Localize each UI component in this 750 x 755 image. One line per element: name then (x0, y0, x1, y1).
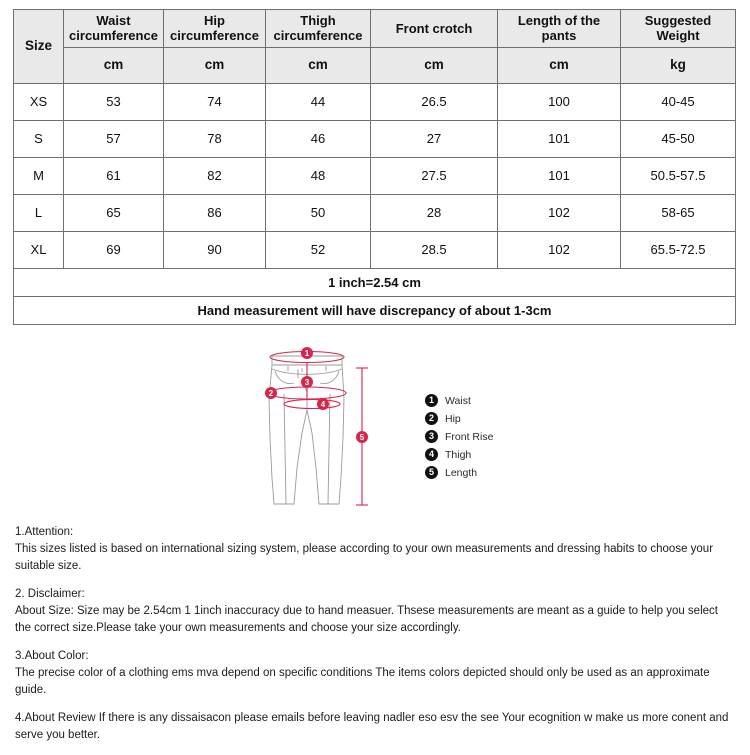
note-disclaimer-body: About Size: Size may be 2.54cm 1 1inch inaccuracy due to hand measuer. Thsese measurements are meant as a guide to help you select the correct size.Please take your own measurements and choose your size accordingly. (15, 605, 718, 634)
unit-waist: cm (64, 47, 164, 83)
cell-front-crotch: 26.5 (371, 83, 498, 120)
footnote-inch-conversion: 1 inch=2.54 cm (14, 268, 736, 296)
measurement-badges (265, 347, 368, 443)
cell-size: M (14, 157, 64, 194)
waist-marker (301, 347, 313, 359)
unit-weight: kg (621, 47, 736, 83)
length-marker (356, 431, 368, 443)
legend-label-front-rise: Front Rise (445, 430, 494, 443)
thigh-ellipse (284, 400, 340, 409)
table-row (14, 231, 736, 268)
cell-hip: 78 (164, 120, 266, 157)
cell-thigh: 52 (266, 231, 371, 268)
cell-hip: 86 (164, 194, 266, 231)
footnote-row-conversion (14, 268, 736, 296)
column-header-length: Length of the pants (498, 10, 621, 48)
column-header-size: Size (14, 10, 64, 84)
note-disclaimer-title: 2. Disclaimer: (15, 588, 85, 600)
footnote-row-discrepancy (14, 296, 736, 324)
legend-item-waist (425, 392, 575, 409)
note-attention-body: This sizes listed is based on international sizing system, please according to your own measurements and dressing habits to choose your suitable size. (15, 543, 714, 572)
unit-length: cm (498, 47, 621, 83)
cell-size: L (14, 194, 64, 231)
cell-hip: 74 (164, 83, 266, 120)
front-rise-marker-number: 3 (304, 378, 310, 388)
column-header-thigh: Thigh circumference (266, 10, 371, 48)
unit-hip: cm (164, 47, 266, 83)
table-footer (14, 268, 736, 324)
length-marker-number: 5 (359, 433, 365, 443)
note-about-review-body: 4.About Review If there is any dissaisacon please emails before leaving nadler eso esv the see Your ecognition w make us more conent and serve you better. (15, 712, 729, 741)
legend-item-length (425, 464, 575, 481)
table-row (14, 157, 736, 194)
cell-length: 101 (498, 157, 621, 194)
cell-weight: 40-45 (621, 83, 736, 120)
cell-thigh: 48 (266, 157, 371, 194)
cell-length: 102 (498, 231, 621, 268)
cell-size: XL (14, 231, 64, 268)
legend-label-hip: Hip (445, 412, 461, 425)
notes-section (15, 524, 737, 755)
cell-thigh: 44 (266, 83, 371, 120)
cell-waist: 57 (64, 120, 164, 157)
column-header-hip: Hip circumference (164, 10, 266, 48)
legend-item-thigh (425, 446, 575, 463)
cell-size: S (14, 120, 64, 157)
unit-front-crotch: cm (371, 47, 498, 83)
cell-front-crotch: 28 (371, 194, 498, 231)
waist-marker-number: 1 (304, 349, 310, 359)
thigh-marker-number: 4 (320, 400, 326, 410)
table-row (14, 83, 736, 120)
size-chart-table (13, 9, 736, 325)
legend-item-hip (425, 410, 575, 427)
note-about-review (15, 710, 737, 744)
cell-hip: 90 (164, 231, 266, 268)
measurement-indicators (268, 352, 368, 506)
hip-marker (265, 387, 277, 399)
table-header-row-titles (14, 10, 736, 48)
footnote-hand-measurement: Hand measurement will have discrepancy of about 1-3cm (14, 296, 736, 324)
thigh-marker (317, 398, 329, 410)
left-leg-crease (284, 394, 286, 504)
cell-weight: 50.5-57.5 (621, 157, 736, 194)
right-leg-crease (328, 394, 330, 504)
cell-waist: 61 (64, 157, 164, 194)
note-about-color-body: The precise color of a clothing ems mva depend on specific conditions The items colors depicted should only be used as an approximate guide. (15, 667, 710, 696)
cell-front-crotch: 27.5 (371, 157, 498, 194)
cell-length: 101 (498, 120, 621, 157)
cell-length: 102 (498, 194, 621, 231)
note-about-color-title: 3.About Color: (15, 650, 89, 662)
legend-label-thigh: Thigh (445, 448, 472, 461)
legend-badge-5-icon: 5 (425, 466, 438, 479)
unit-thigh: cm (266, 47, 371, 83)
cell-front-crotch: 27 (371, 120, 498, 157)
legend-label-waist: Waist (445, 394, 471, 407)
cell-weight: 45-50 (621, 120, 736, 157)
cell-thigh: 46 (266, 120, 371, 157)
legend-badge-4-icon: 4 (425, 448, 438, 461)
cell-waist: 65 (64, 194, 164, 231)
legend-label-length: Length (445, 466, 478, 479)
front-rise-marker (301, 376, 313, 388)
hip-marker-number: 2 (268, 389, 274, 399)
table-header (14, 10, 736, 84)
table-header-row-units (14, 47, 736, 83)
cell-waist: 69 (64, 231, 164, 268)
column-header-weight: Suggested Weight (621, 10, 736, 48)
column-header-waist: Waist circumference (64, 10, 164, 48)
note-attention (15, 524, 737, 575)
cell-waist: 53 (64, 83, 164, 120)
cell-weight: 58-65 (621, 194, 736, 231)
size-chart-table-container (13, 9, 735, 325)
cell-hip: 82 (164, 157, 266, 194)
legend-item-front-rise (425, 428, 575, 445)
note-attention-title: 1.Attention: (15, 526, 74, 538)
note-disclaimer (15, 586, 737, 637)
table-row (14, 194, 736, 231)
cell-size: XS (14, 83, 64, 120)
note-about-color (15, 648, 737, 699)
table-body (14, 83, 736, 268)
cell-length: 100 (498, 83, 621, 120)
cell-weight: 65.5-72.5 (621, 231, 736, 268)
cell-thigh: 50 (266, 194, 371, 231)
legend-badge-3-icon: 3 (425, 430, 438, 443)
cell-front-crotch: 28.5 (371, 231, 498, 268)
column-header-front-crotch: Front crotch (371, 10, 498, 48)
legend-badge-1-icon: 1 (425, 394, 438, 407)
table-row (14, 120, 736, 157)
legend-badge-2-icon: 2 (425, 412, 438, 425)
measurement-legend (425, 392, 575, 482)
